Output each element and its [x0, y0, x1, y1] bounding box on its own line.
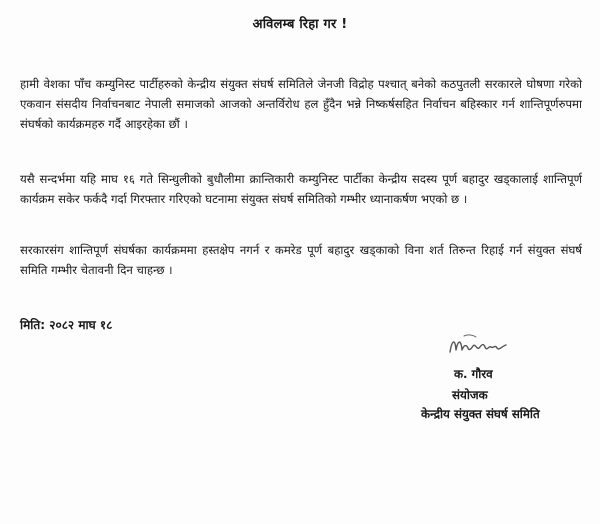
paragraph-3: सरकारसंग शान्तिपूर्ण संघर्षका कार्यक्रममा हस्तक्षेप नगर्न र कमरेड पूर्ण बहादुर खड्काको विना शर्त तिरुन्त रिहाई गर्न संयुक्त संघर्ष समिति गम्भीर चेतावनी दिन चाहन्छ । [20, 243, 582, 277]
handwritten-signature [446, 330, 516, 358]
signer-organization: केन्द्रीय संयुक्त संघर्ष समिति [421, 407, 540, 421]
signer-name: क. गौरव [454, 367, 493, 381]
document-title: अविलम्ब रिहा गर ! [252, 17, 348, 32]
paragraph-1: हामी वेशका पाँच कम्युनिस्ट पार्टीहरुको केन्द्रीय संयुक्त संघर्ष समितिले जेनजी विद्रोह पश्चात् बनेको कठपुतली सरकारले घोषणा गरेको एकवान संसदीय निर्वाचनबाट नेपाली समाजको आजको अन्तर्विरोध हल हुँदैन भन्ने निष्कर्षसहित निर्वाचन बहिस्कार गर्न शान्तिपूर्णरुपमा संघर्षको कार्यक्रमहरु गर्दै आइरहेका छौं । [20, 77, 582, 131]
paragraph-2: यसै सन्दर्भमा यहि माघ १६ गते सिन्धुलीको बुधौलीमा क्रान्तिकारी कम्युनिस्ट पार्टीका केन्द्रीय सदस्य पूर्ण बहादुर खड्कालाई शान्तिपूर्ण कार्यक्रम सकेर फर्कदै गर्दा गिरफ्तार गरिएको घटनामा संयुक्त संघर्ष समितिको गम्भीर ध्यानाकर्षण भएको छ । [20, 172, 582, 206]
date-line: मिति: २०८२ माघ १८ [20, 318, 113, 332]
signer-role: संयोजक [452, 388, 488, 402]
